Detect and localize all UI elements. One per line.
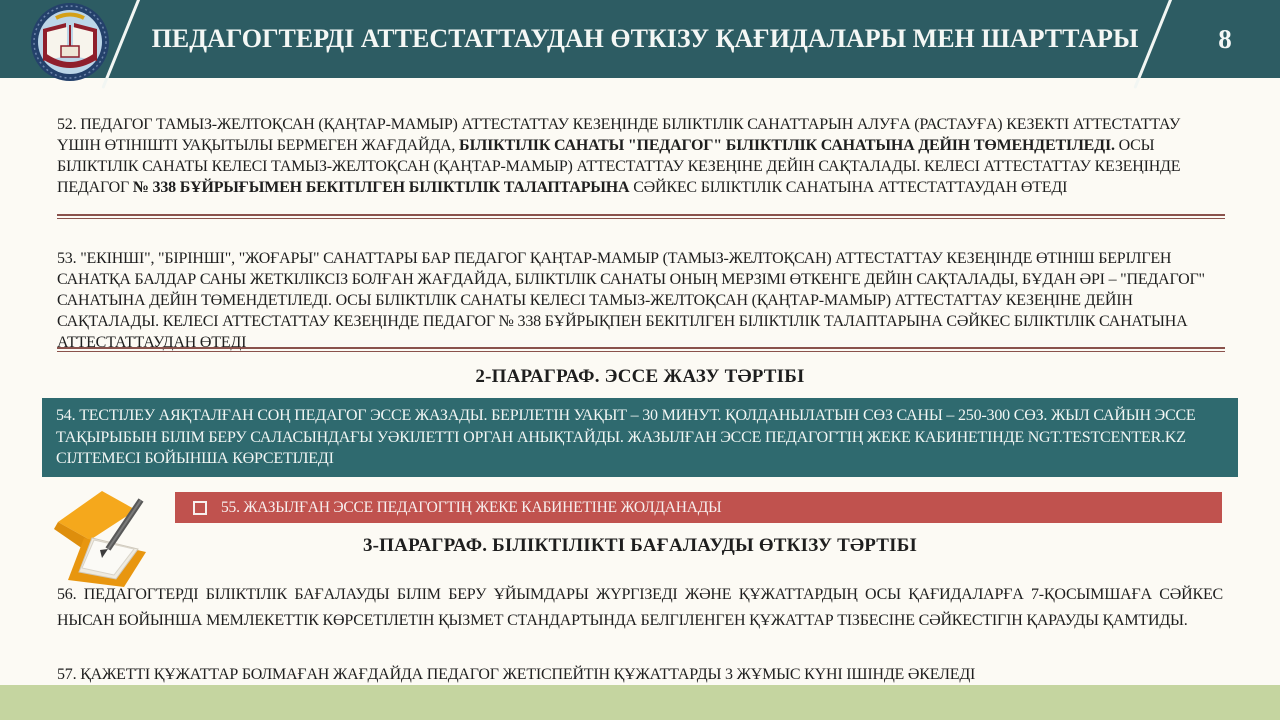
slide-title: ПЕДАГОГТЕРДІ АТТЕСТАТТАУДАН ӨТКІЗУ ҚАҒИДАЛАРЫ МЕН ШАРТТАРЫ	[151, 24, 1139, 53]
p52-segment: СӘЙКЕС БІЛІКТІЛІК САНАТЫНА АТТЕСТАТТАУДАН ӨТЕДІ	[629, 179, 1068, 196]
header-bar	[0, 0, 1280, 78]
square-bullet-icon	[193, 501, 207, 515]
paragraph-57: 57. ҚАЖЕТТІ ҚҰЖАТТАР БОЛМАҒАН ЖАҒДАЙДА ПЕДАГОГ ЖЕТІСПЕЙТІН ҚҰЖАТТАРДЫ 3 ЖҰМЫС КҮНІ ІШІНДЕ ӘКЕЛЕДІ	[57, 666, 976, 683]
header-slash-right	[1133, 0, 1173, 89]
section-heading-3: 3-ПАРАГРАФ. БІЛІКТІЛІКТІ БАҒАЛАУДЫ ӨТКІЗУ ТӘРТІБІ	[362, 535, 918, 556]
double-rule-divider	[57, 214, 1225, 219]
p52-segment: 52. ПЕДАГОГ ТАМЫЗ-ЖЕЛТОҚСАН (ҚАҢТАР-МАМЫР) АТТЕСТАТТАУ КЕЗЕҢІНДЕ БІЛІКТІЛІК САНАТТАРЫН АЛУҒА (РАСТАУҒА) КЕЗЕКТІ АТТЕСТАТТАУ ҮШІН ӨТІНІШТІ УАҚЫТЫЛЫ БЕРМЕГЕН ЖАҒДАЙДА,	[57, 116, 1181, 154]
p52-segment: ОСЫ БІЛІКТІЛІК САНАТЫ КЕЛЕСІ ТАМЫЗ-ЖЕЛТОҚСАН (ҚАҢТАР-МАМЫР) АТТЕСТАТТАУ КЕЗЕҢІНЕ ДЕЙІН САҚТАЛАДЫ. КЕЛЕСІ АТТЕСТАТТАУ КЕЗЕҢІНДЕ ПЕДАГОГ	[57, 137, 1181, 196]
section-heading-2: 2-ПАРАГРАФ. ЭССЕ ЖАЗУ ТӘРТІБІ	[475, 366, 805, 387]
page-number: 8	[1218, 23, 1232, 54]
footer-bar	[0, 685, 1280, 720]
paragraph-52	[57, 114, 1225, 198]
red-banner-55	[175, 492, 1222, 523]
open-book-emblem-icon	[30, 2, 110, 82]
p55-text: 55. ЖАЗЫЛҒАН ЭССЕ ПЕДАГОГТІҢ ЖЕКЕ КАБИНЕТІНЕ ЖОЛДАНАДЫ	[221, 498, 722, 516]
paragraph-53: 53. "ЕКІНШІ", "БІРІНШІ", "ЖОҒАРЫ" САНАТТАРЫ БАР ПЕДАГОГ ҚАҢТАР-МАМЫР (ТАМЫЗ-ЖЕЛТОҚСАН) АТТЕСТАТТАУ КЕЗЕҢІНДЕ ӨТІНІШ БЕРІЛГЕН САНАТҚА БАЛДАР САНЫ ЖЕТКІЛІКСІЗ БОЛҒАН ЖАҒДАЙДА, БІЛІКТІЛІК САНАТЫ ОНЫҢ МЕРЗІМІ ӨТКЕНГЕ ДЕЙІН САҚТАЛАДЫ, БҰДАН ӘРІ – "ПЕДАГОГ" САНАТЫНА ДЕЙІН ТӨМЕНДЕТІЛЕДІ. ОСЫ БІЛІКТІЛІК САНАТЫ КЕЛЕСІ ТАМЫЗ-ЖЕЛТОҚСАН (ҚАҢТАР-МАМЫР) АТТЕСТАТТАУ КЕЗЕҢІНЕ ДЕЙІН САҚТАЛАДЫ. КЕЛЕСІ АТТЕСТАТТАУ КЕЗЕҢІНДЕ ПЕДАГОГ № 338 БҰЙРЫҚПЕН БЕКІТІЛГЕН БІЛІКТІЛІК ТАЛАПТАРЫНА СӘЙКЕС БІЛІКТІЛІК САНАТЫНА АТТЕСТАТТАУДАН ӨТЕДІ	[57, 250, 1205, 351]
double-rule-divider	[57, 347, 1225, 352]
highlight-box-54: 54. ТЕСТІЛЕУ АЯҚТАЛҒАН СОҢ ПЕДАГОГ ЭССЕ ЖАЗАДЫ. БЕРІЛЕТІН УАҚЫТ – 30 МИНУТ. ҚОЛДАНЫЛАТЫН СӨЗ САНЫ – 250-300 СӨЗ. ЖЫЛ САЙЫН ЭССЕ ТАҚЫРЫБЫН БІЛІМ БЕРУ САЛАСЫНДАҒЫ УӘКІЛЕТТІ ОРГАН АНЫҚТАЙДЫ. ЖАЗЫЛҒАН ЭССЕ ПЕДАГОГТІҢ ЖЕКЕ КАБИНЕТІНДЕ NGT.TESTCENTER.KZ СІЛТЕМЕСІ БОЙЫНША КӨРСЕТІЛЕДІ	[42, 398, 1238, 477]
p52-bold-segment: БІЛІКТІЛІК САНАТЫ "ПЕДАГОГ" БІЛІКТІЛІК САНАТЫНА ДЕЙІН ТӨМЕНДЕТІЛЕДІ.	[459, 137, 1115, 154]
p52-bold-segment: № 338 БҰЙРЫҒЫМЕН БЕКІТІЛГЕН БІЛІКТІЛІК ТАЛАПТАРЫНА	[132, 179, 630, 196]
paragraph-56: 56. ПЕДАГОГТЕРДІ БІЛІКТІЛІК БАҒАЛАУДЫ БІЛІМ БЕРУ ҰЙЫМДАРЫ ЖҮРГІЗЕДІ ЖӘНЕ ҚҰЖАТТАРДЫҢ ОСЫ ҚАҒИДАЛАРҒА 7-ҚОСЫМШАҒА СӘЙКЕС НЫСАН БОЙЫНША МЕМЛЕКЕТТІК КӨРСЕТІЛЕТІН ҚЫЗМЕТ СТАНДАРТЫНДА БЕЛГІЛЕНГЕН ҚҰЖАТТАР ТІЗБЕСІНЕ СӘЙКЕСТІГІН ҚАРАУДЫ ҚАМТИДЫ.	[57, 586, 1223, 629]
